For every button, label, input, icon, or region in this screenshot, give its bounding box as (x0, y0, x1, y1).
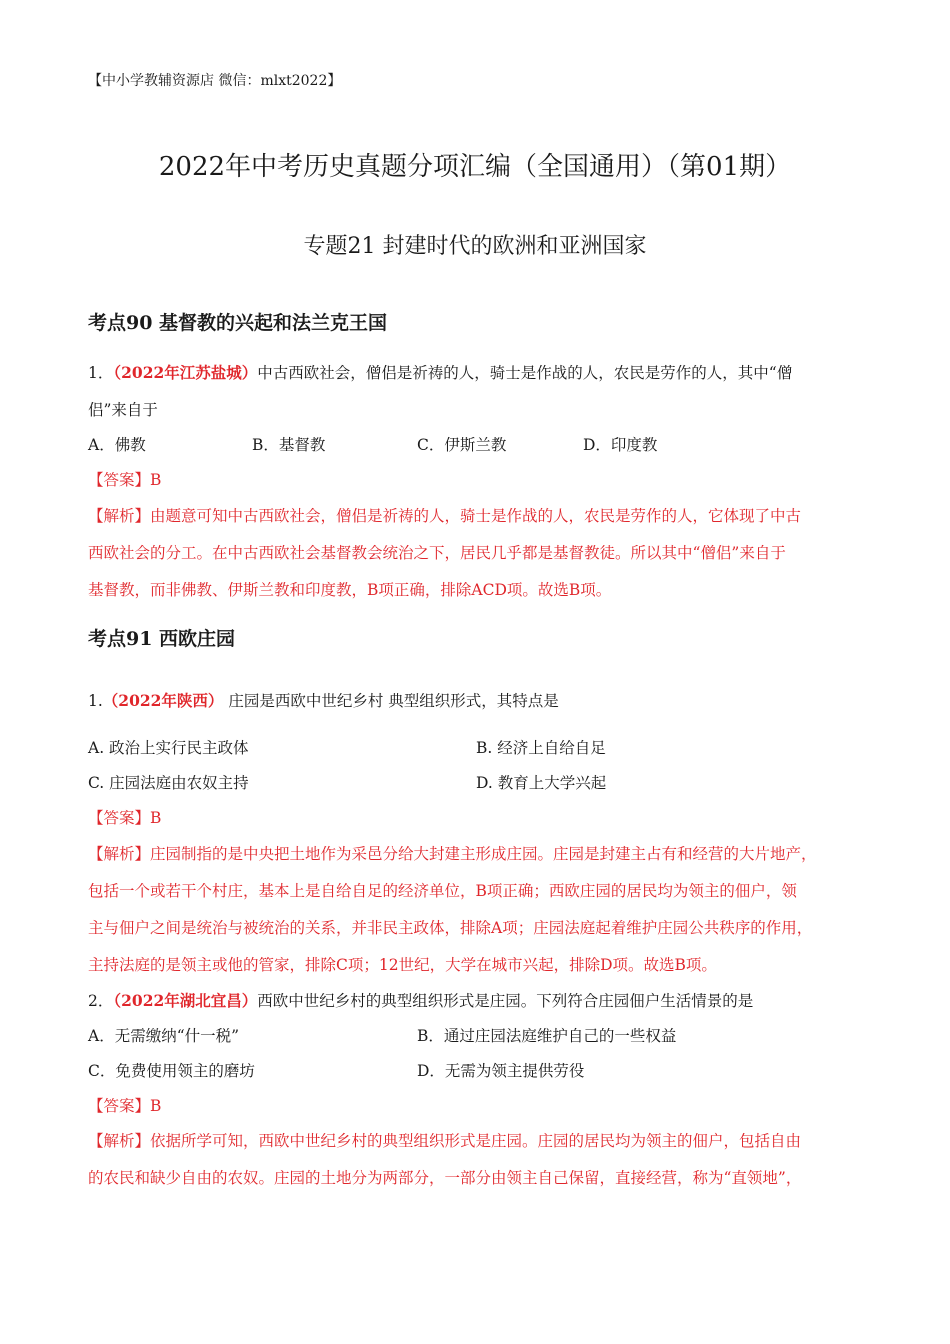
header-note: 【中小学教辅资源店 微信：mlxt2022】 (88, 73, 342, 89)
analysis-line: 的农民和缺少自由的农奴。庄园的土地分为两部分，一部分由领主自己保留，直接经营，称为“直领地”， (88, 1169, 802, 1187)
option-b: B．基督教 (252, 436, 326, 454)
option-c: C．免费使用领主的磨坊 (88, 1062, 255, 1080)
analysis-line: 主持法庭的是领主或他的管家，排除C项；12世纪，大学在城市兴起，排除D项。故选B项。 (88, 956, 717, 974)
option-c: C. 庄园法庭由农奴主持 (88, 774, 249, 792)
question-source: （2022年湖北宜昌） (113, 991, 258, 1010)
analysis-line: 包括一个或若干个村庄，基本上是自给自足的经济单位，B项正确；西欧庄园的居民均为领主的佃户，领 (88, 882, 797, 900)
analysis-line: 【解析】由题意可知中古西欧社会，僧侣是祈祷的人，骑士是作战的人，农民是劳作的人，它体现了中古 (88, 507, 802, 525)
question-stem (88, 989, 753, 1011)
question-source: （2022年陕西） (102, 691, 224, 710)
analysis-line: 【解析】依据所学可知，西欧中世纪乡村的典型组织形式是庄园。庄园的居民均为领主的佃户，包括自由 (88, 1132, 802, 1150)
option-a: A．佛教 (88, 436, 146, 454)
question-text: 西欧中世纪乡村的典型组织形式是庄园。下列符合庄园佃户生活情景的是 (257, 992, 754, 1010)
page-subtitle: 专题21 封建时代的欧洲和亚洲国家 (303, 234, 647, 259)
option-d: D. 教育上大学兴起 (476, 774, 607, 792)
answer: 【答案】B (88, 471, 162, 489)
analysis-line: 主与佃户之间是统治与被统治的关系，并非民主政体，排除A项；庄园法庭起着维护庄园公共秩序的作用， (88, 919, 813, 937)
question-text: 中古西欧社会，僧侣是祈祷的人，骑士是作战的人，农民是劳作的人，其中“僧 (257, 364, 793, 382)
section-title: 考点90 基督教的兴起和法兰克王国 (88, 312, 388, 334)
option-a: A．无需缴纳“什一税” (88, 1027, 240, 1045)
question-text: 庄园是西欧中世纪乡村 典型组织形式，其特点是 (223, 692, 559, 710)
analysis-line: 西欧社会的分工。在中古西欧社会基督教会统治之下，居民几乎都是基督教徒。所以其中“僧侣”来自于 (88, 544, 786, 562)
question-source: （2022年江苏盐城） (113, 363, 258, 382)
answer: 【答案】B (88, 809, 162, 827)
answer: 【答案】B (88, 1097, 162, 1115)
question-number: 1． (88, 364, 114, 382)
section-title: 考点91 西欧庄园 (88, 628, 236, 650)
option-c: C．伊斯兰教 (417, 436, 507, 454)
option-d: D．无需为领主提供劳役 (417, 1062, 585, 1080)
option-b: B．通过庄园法庭维护自己的一些权益 (417, 1027, 677, 1045)
question-number: 2． (88, 992, 114, 1010)
question-stem (88, 689, 559, 711)
question-text-cont: 侣”来自于 (88, 401, 158, 419)
option-b: B. 经济上自给自足 (476, 739, 606, 757)
question-stem (88, 361, 792, 383)
option-d: D．印度教 (583, 436, 658, 454)
page-title: 2022年中考历史真题分项汇编（全国通用）（第01期） (158, 152, 792, 182)
question-number: 1. (88, 692, 103, 710)
option-a: A. 政治上实行民主政体 (88, 739, 249, 757)
analysis-line: 基督教，而非佛教、伊斯兰教和印度教，B项正确，排除ACD项。故选B项。 (88, 581, 612, 599)
analysis-line: 【解析】庄园制指的是中央把土地作为采邑分给大封建主形成庄园。庄园是封建主占有和经营的大片地产， (88, 845, 817, 863)
